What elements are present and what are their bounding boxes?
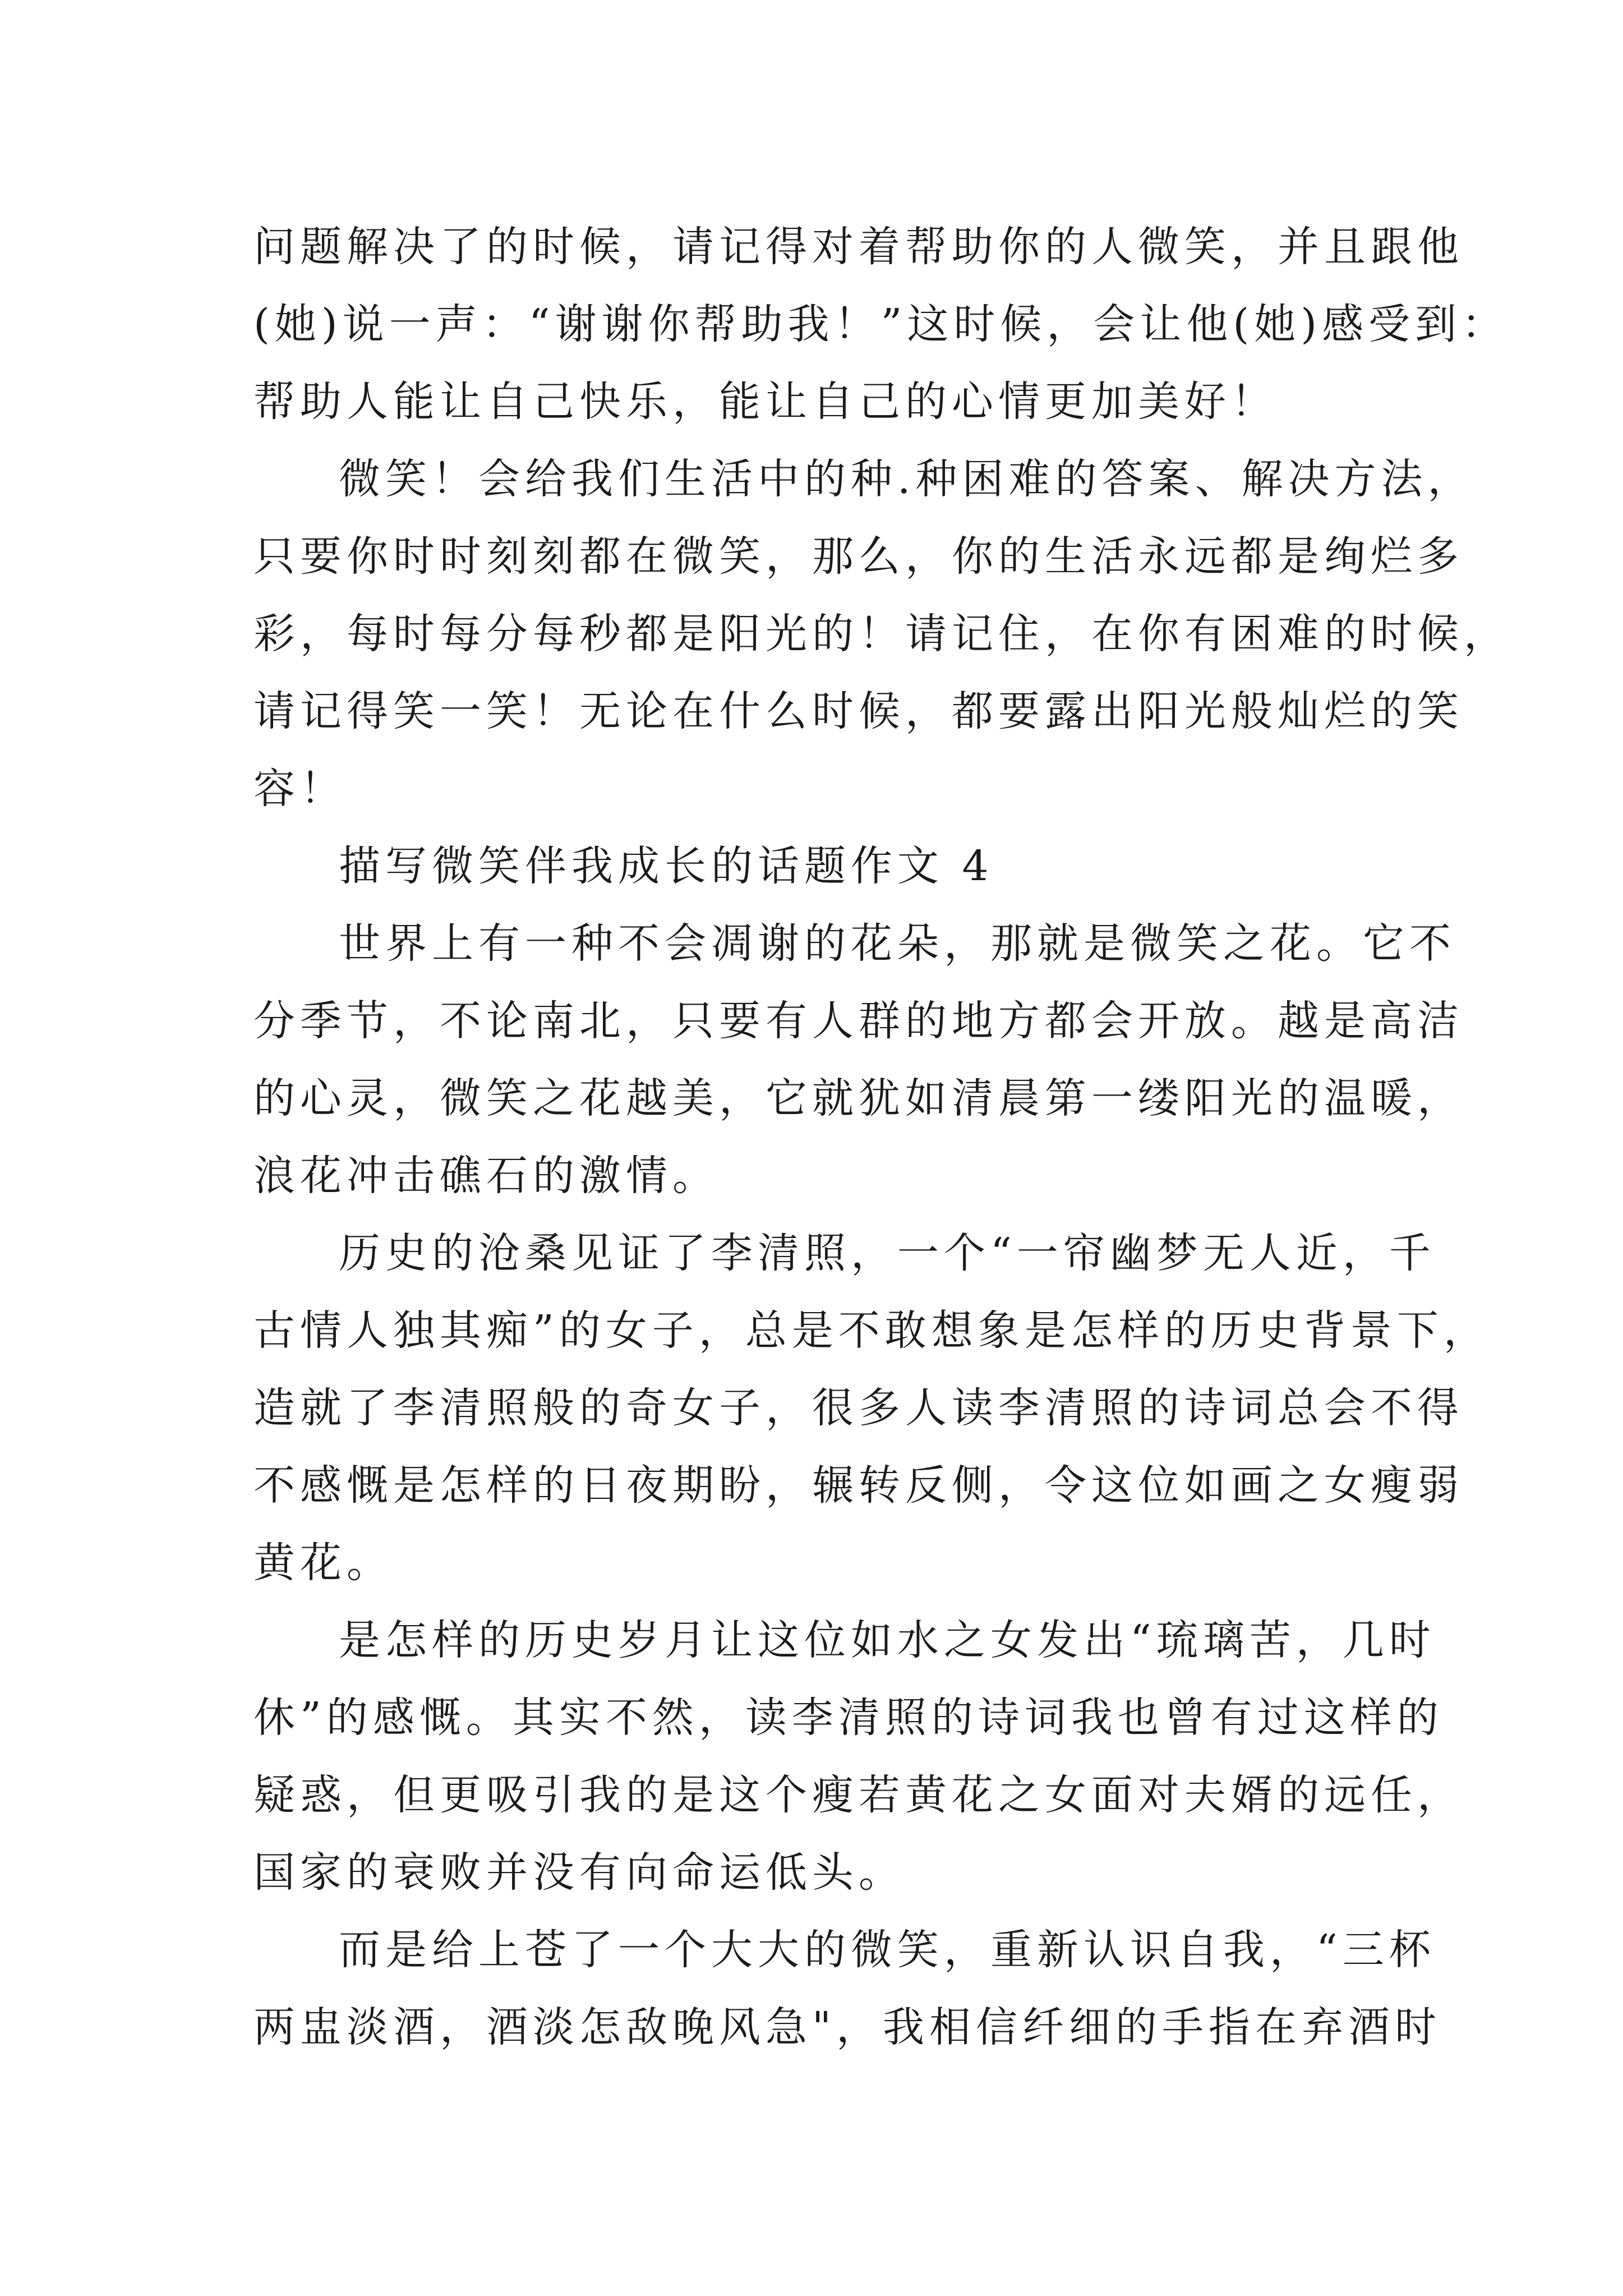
- text-line: 是怎样的历史岁月让这位如水之女发出“琉璃苦，几时: [339, 1616, 1436, 1664]
- text-line: 浪花冲击礁石的激情。: [253, 1152, 719, 1200]
- text-line: 帮助人能让自己快乐，能让自己的心情更加美好！: [253, 378, 1278, 426]
- text-line: 历史的沧桑见证了李清照，一个“一帘幽梦无人近，千: [339, 1229, 1436, 1277]
- text-line: 两盅淡酒，酒淡怎敌晚风急"，我相信纤细的手指在弃酒时: [253, 2003, 1442, 2051]
- text-line: 彩，每时每分每秒都是阳光的！请记住，在你有困难的时候，: [253, 610, 1510, 658]
- text-line: 不感慨是怎样的日夜期盼，辗转反侧，令这位如画之女瘦弱: [253, 1461, 1464, 1510]
- text-line: 休”的感慨。其实不然，读李清照的诗词我也曾有过这样的: [253, 1694, 1444, 1742]
- text-line: 容！: [253, 765, 347, 813]
- text-line: 而是给上苍了一个大大的微笑，重新认识自我，“三杯: [339, 1926, 1436, 1974]
- text-line: 黄花。: [253, 1539, 393, 1587]
- text-line: (她)说一声：“谢谢你帮助我！”这时候，会让他(她)感受到：: [253, 300, 1509, 348]
- text-line: 的心灵，微笑之花越美，它就犹如清晨第一缕阳光的温暖，: [253, 1074, 1464, 1122]
- section-heading: 描写微笑伴我成长的话题作文 4: [339, 842, 994, 890]
- text-line: 只要你时时刻刻都在微笑，那么，你的生活永远都是绚烂多: [253, 532, 1464, 581]
- text-line: 国家的衰败并没有向命运低头。: [253, 1848, 905, 1897]
- text-line: 古情人独其痴”的女子，总是不敢想象是怎样的历史背景下，: [253, 1306, 1490, 1355]
- text-line: 世界上有一种不会凋谢的花朵，那就是微笑之花。它不: [339, 919, 1456, 968]
- text-line: 请记得笑一笑！无论在什么时候，都要露出阳光般灿烂的笑: [253, 687, 1464, 735]
- text-line: 造就了李清照般的奇女子，很多人读李清照的诗词总会不得: [253, 1384, 1464, 1432]
- text-line: 分季节，不论南北，只要有人群的地方都会开放。越是高洁: [253, 997, 1464, 1045]
- text-line: 疑惑，但更吸引我的是这个瘦若黄花之女面对夫婿的远任，: [253, 1771, 1464, 1819]
- text-line: 问题解决了的时候，请记得对着帮助你的人微笑，并且跟他: [253, 223, 1464, 271]
- text-line: 微笑！会给我们生活中的种.种困难的答案、解决方法，: [339, 455, 1474, 503]
